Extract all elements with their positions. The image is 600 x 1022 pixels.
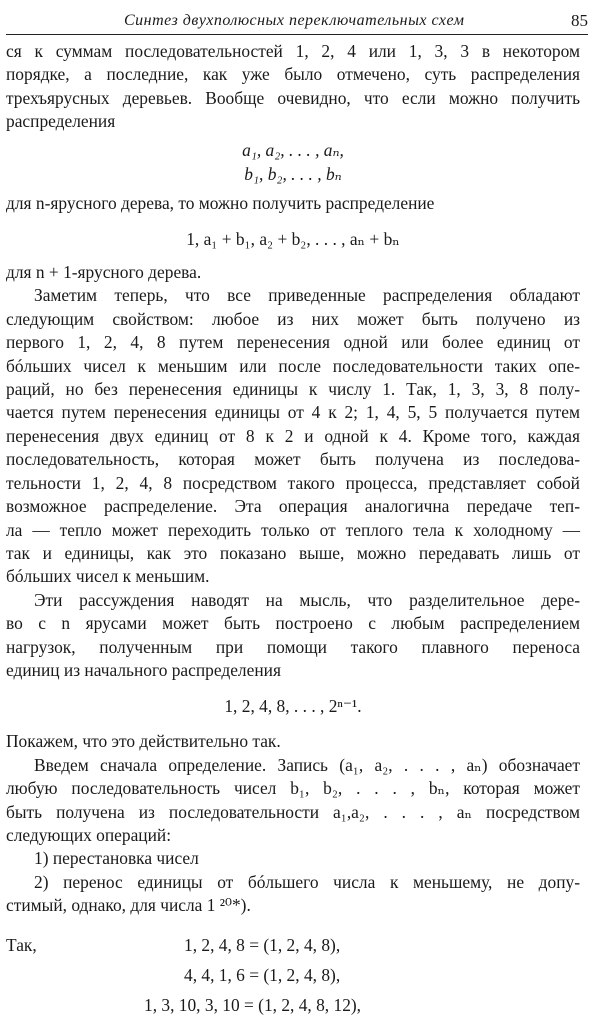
text-line: быть получена из последовательности a₁,a₂, . . . , aₙ посредством	[6, 801, 580, 822]
examples-block	[6, 932, 580, 1022]
text-line: ся к суммам последовательностей 1, 2, 4 или 1, 3, 3 в некотором	[6, 41, 580, 61]
text-line: трехъярусных деревьев. Вообще очевидно, что если можно получить	[6, 87, 580, 108]
text-line: последовательность, которая может быть получена из последова-	[6, 449, 580, 470]
text-line: перенесения двух единиц от 8 к 2 и одной к 4. Кроме того, каждая	[6, 425, 580, 446]
text-line: во с n ярусами может быть построено с любым распределением	[6, 613, 580, 634]
example-equation: 4, 4, 1, 6 = (1, 2, 4, 8),	[184, 964, 341, 985]
list-item: 2) перенос единицы от бóльшего числа к меньшему, не допу-	[34, 871, 580, 892]
operations-list	[6, 847, 580, 917]
text-line: бóльших чисел к меньшим или после последовательности таких опе-	[6, 355, 580, 376]
formula-sum-sequence: 1, a₁ + b₁, a₂ + b₂, . . . , aₙ + bₙ	[186, 229, 400, 250]
page-header	[6, 4, 588, 35]
formula-sequences-ab	[6, 138, 580, 186]
formula-line: b₁, b₂, . . . , bₙ	[244, 163, 342, 184]
text-line: любую последовательность чисел b₁, b₂, . . . , bₙ, которая может	[6, 778, 580, 799]
text-line: единиц из начального распределения	[6, 659, 281, 680]
running-head: Синтез двухполюсных переключательных схем	[124, 12, 465, 29]
example-equation: 1, 2, 4, 8 = (1, 2, 4, 8),	[184, 934, 341, 955]
paragraph-4	[6, 754, 580, 848]
text-line: распределения	[6, 111, 116, 132]
page-number: 85	[571, 11, 588, 30]
text-line: для n-ярусного дерева, то можно получить распределение	[6, 192, 435, 213]
text-line: Эти рассуждения наводят на мысль, что разделительное дере-	[34, 589, 580, 610]
paragraph-2	[6, 284, 580, 588]
text-line: нагрузок, полученным при помощи такого плавного переноса	[6, 636, 580, 657]
text-line: тельности 1, 2, 4, 8 посредством такого процесса, представляет собой	[6, 472, 580, 493]
text-line: Введем сначала определение. Запись (a₁, a₂, . . . , aₙ) обозначает	[34, 754, 580, 775]
text-line: следующим свойством: любое из них может быть получено из	[6, 308, 580, 329]
list-item: 1) перестановка чисел	[34, 848, 199, 869]
paragraph-1	[6, 40, 580, 134]
formula-line: a₁, a₂, . . . , aₙ,	[242, 139, 344, 160]
text-line: Покажем, что это действительно так.	[6, 731, 281, 752]
text-line: ла — тепло может переходить только от теплого тела к холодному —	[6, 519, 580, 540]
text-line: первого 1, 2, 4, 8 путем перенесения одной или более единиц от	[6, 332, 580, 353]
paragraph-3	[6, 589, 580, 683]
text-line: возможное распределение. Эта операция аналогична передаче теп-	[6, 496, 580, 517]
example-row	[6, 992, 580, 1022]
text-line: так и единицы, как это показано выше, можно передавать лишь от	[6, 542, 580, 563]
text-line: для n + 1-ярусного дерева.	[6, 262, 202, 283]
examples-label: Так,	[6, 934, 37, 955]
formula-initial-distribution: 1, 2, 4, 8, . . . , 2ⁿ⁻¹.	[224, 696, 362, 717]
text-line: чается путем перенесения единицы от 4 к 2; 1, 4, 5, 5 получается путем	[6, 402, 580, 423]
example-row	[6, 962, 580, 992]
text-line: порядке, а последние, как уже было отмечено, суть распределения	[6, 64, 580, 85]
list-item: стимый, однако, для числа 1 ²⁰*).	[6, 895, 251, 916]
text-line: следующих операций:	[6, 824, 172, 845]
text-line: Заметим теперь, что все приведенные распределения обладают	[34, 285, 580, 306]
example-row	[6, 932, 580, 962]
text-line: бóльших чисел к меньшим.	[6, 566, 210, 587]
example-equation: 1, 3, 10, 3, 10 = (1, 2, 4, 8, 12),	[144, 994, 362, 1015]
page-body	[6, 40, 580, 1022]
text-line: раций, но без перенесения единицы к числу 1. Так, 1, 3, 3, 8 полу-	[6, 379, 580, 400]
